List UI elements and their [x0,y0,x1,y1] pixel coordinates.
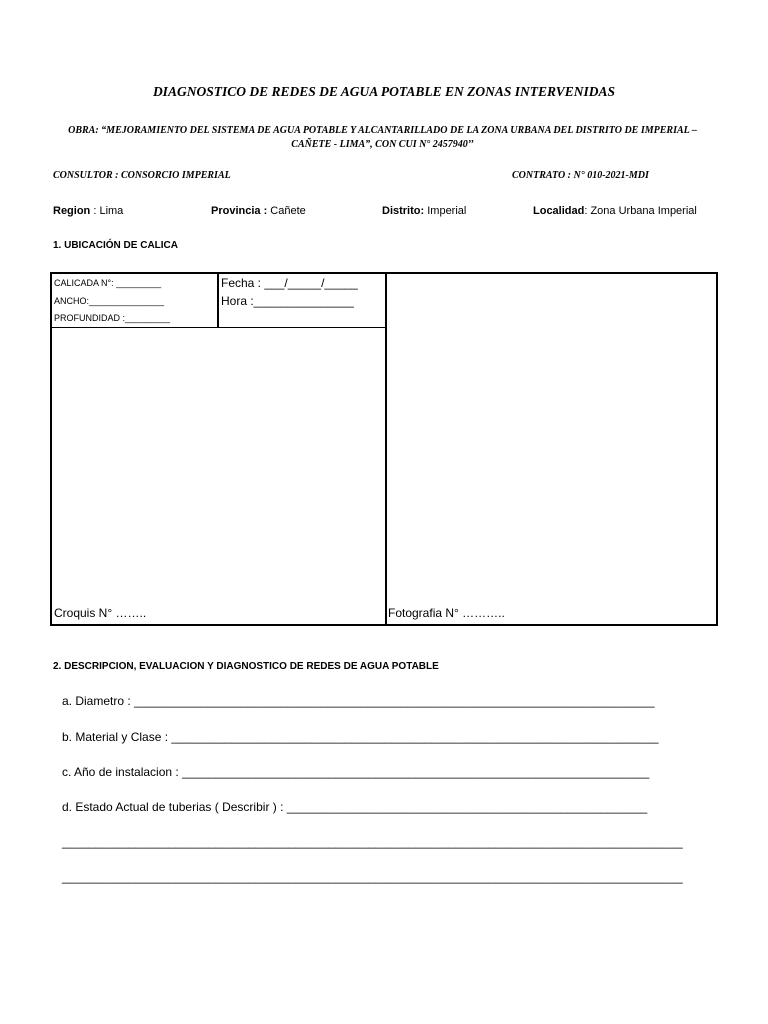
divider [385,274,387,624]
blank-line: _____________________________________________________________________________________________ [62,835,683,849]
section-ubicacion-heading: 1. UBICACIÓN DE CALICA [53,240,179,251]
calicata-data-box [52,274,385,328]
hora-field: Hora :_______________ [221,294,354,308]
ancho-field: ANCHO:_______________ [54,296,165,306]
calicata-box [50,272,718,626]
localidad-label: Localidad [533,205,585,217]
distrito-value: Imperial [424,205,467,217]
localidad-value: : Zona Urbana Imperial [584,205,697,217]
provincia-value: Cañete [267,205,306,217]
calicada-field: CALICADA N°: _________ [54,278,162,288]
provincia-label: Provincia : [211,205,268,217]
localidad-info [533,205,697,217]
material-field: b. Material y Clase : _________________________________________________________________________ [62,730,659,744]
obra-description: OBRA: “MEJORAMIENTO DEL SISTEMA DE AGUA POTABLE Y ALCANTARILLADO DE LA ZONA URBANA DEL DISTRITO DE IMPERIAL – CAÑETE - LIMA”, CON CUI N° 2457940’’ [68,125,697,150]
document-title: DIAGNOSTICO DE REDES DE AGUA POTABLE EN ZONAS INTERVENIDAS [152,84,616,99]
fotografia-label: Fotografia N° ……….. [388,606,505,620]
blank-line: _____________________________________________________________________________________________ [62,870,683,884]
distrito-info [382,205,466,217]
section-descripcion-heading: 2. DESCRIPCION, EVALUACION Y DIAGNOSTICO DE REDES DE AGUA POTABLE [53,661,439,672]
fecha-field: Fecha : ___/_____/_____ [221,276,358,290]
anio-instalacion-field: c. Año de instalacion : ______________________________________________________________________ [62,765,650,779]
distrito-label: Distrito: [382,205,425,217]
consultor-label: CONSULTOR : CONSORCIO IMPERIAL [53,170,231,181]
region-value: : Lima [90,205,124,217]
region-info [53,205,123,217]
contrato-label: CONTRATO : N° 010-2021-MDI [512,170,649,181]
profundidad-field: PROFUNDIDAD :_________ [54,313,171,323]
region-label: Region [53,205,91,217]
estado-actual-field: d. Estado Actual de tuberias ( Describir ) : ______________________________________________________ [62,800,648,814]
divider [217,274,219,327]
provincia-info [211,205,306,217]
croquis-label: Croquis N° …….. [54,606,147,620]
diametro-field: a. Diametro : ______________________________________________________________________________ [62,694,655,708]
